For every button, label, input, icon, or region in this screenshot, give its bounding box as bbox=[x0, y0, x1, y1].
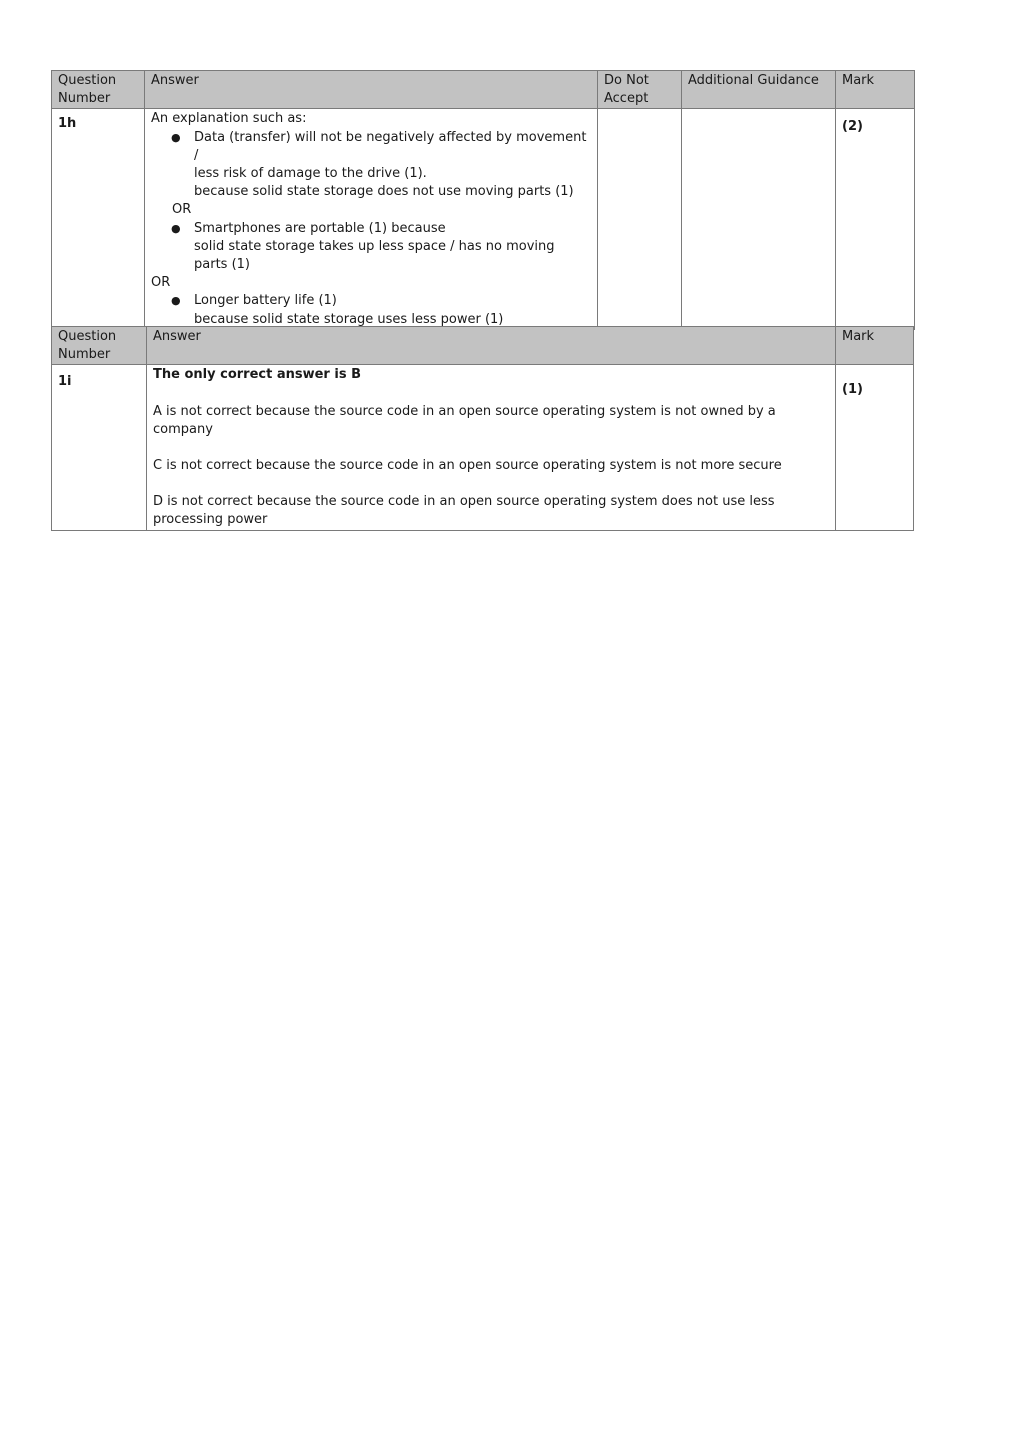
mark-scheme-table-1h bbox=[51, 70, 915, 330]
or-separator: OR bbox=[172, 202, 192, 218]
header-row bbox=[52, 327, 914, 365]
bullet-line: less risk of damage to the drive (1). bbox=[194, 166, 427, 182]
mark-cell: (1) bbox=[836, 365, 914, 530]
bullet-line: Smartphones are portable (1) because bbox=[194, 220, 446, 236]
bullet-line: solid state storage takes up less space / has no moving parts (1) bbox=[194, 238, 555, 273]
answer-intro: An explanation such as: bbox=[151, 111, 307, 127]
mark-scheme-table-1i bbox=[51, 326, 914, 531]
bullet-icon: ● bbox=[171, 221, 181, 235]
header-answer: Answer bbox=[145, 71, 598, 109]
bullet-icon: ● bbox=[171, 130, 181, 144]
bullet-line: Data (transfer) will not be negatively affected by movement / bbox=[194, 129, 587, 163]
bullet-line: Longer battery life (1) bbox=[194, 293, 337, 309]
answer-cell bbox=[147, 365, 836, 530]
answer-cell bbox=[145, 109, 598, 329]
bullet-item bbox=[151, 220, 591, 275]
header-additional-guidance: Additional Guidance bbox=[682, 71, 836, 109]
correct-answer: The only correct answer is B bbox=[153, 367, 361, 383]
header-question-number: Question Number bbox=[52, 71, 145, 109]
bullet-line: because solid state storage uses less power (1) bbox=[194, 311, 504, 327]
question-number: 1h bbox=[52, 109, 145, 329]
mark-cell: (2) bbox=[836, 109, 915, 329]
bullet-line: because solid state storage does not use moving parts (1) bbox=[194, 184, 574, 200]
explanation-c: C is not correct because the source code in an open source operating system is not more secure bbox=[153, 458, 782, 474]
question-number: 1i bbox=[52, 365, 147, 530]
table-row bbox=[52, 365, 914, 530]
do-not-accept-cell bbox=[598, 109, 682, 329]
bullet-item bbox=[151, 292, 591, 328]
header-question-number: Question Number bbox=[52, 327, 147, 365]
header-answer: Answer bbox=[147, 327, 836, 365]
header-mark: Mark bbox=[836, 71, 915, 109]
explanation-a: A is not correct because the source code in an open source operating system is not owned by a company bbox=[153, 403, 776, 437]
or-separator: OR bbox=[151, 275, 171, 291]
bullet-item bbox=[151, 129, 591, 202]
explanation-d: D is not correct because the source code in an open source operating system does not use less processing power bbox=[153, 494, 775, 528]
header-do-not-accept: Do Not Accept bbox=[598, 71, 682, 109]
additional-guidance-cell bbox=[682, 109, 836, 329]
header-row bbox=[52, 71, 915, 109]
table-row bbox=[52, 109, 915, 329]
header-mark: Mark bbox=[836, 327, 914, 365]
bullet-icon: ● bbox=[171, 294, 181, 308]
